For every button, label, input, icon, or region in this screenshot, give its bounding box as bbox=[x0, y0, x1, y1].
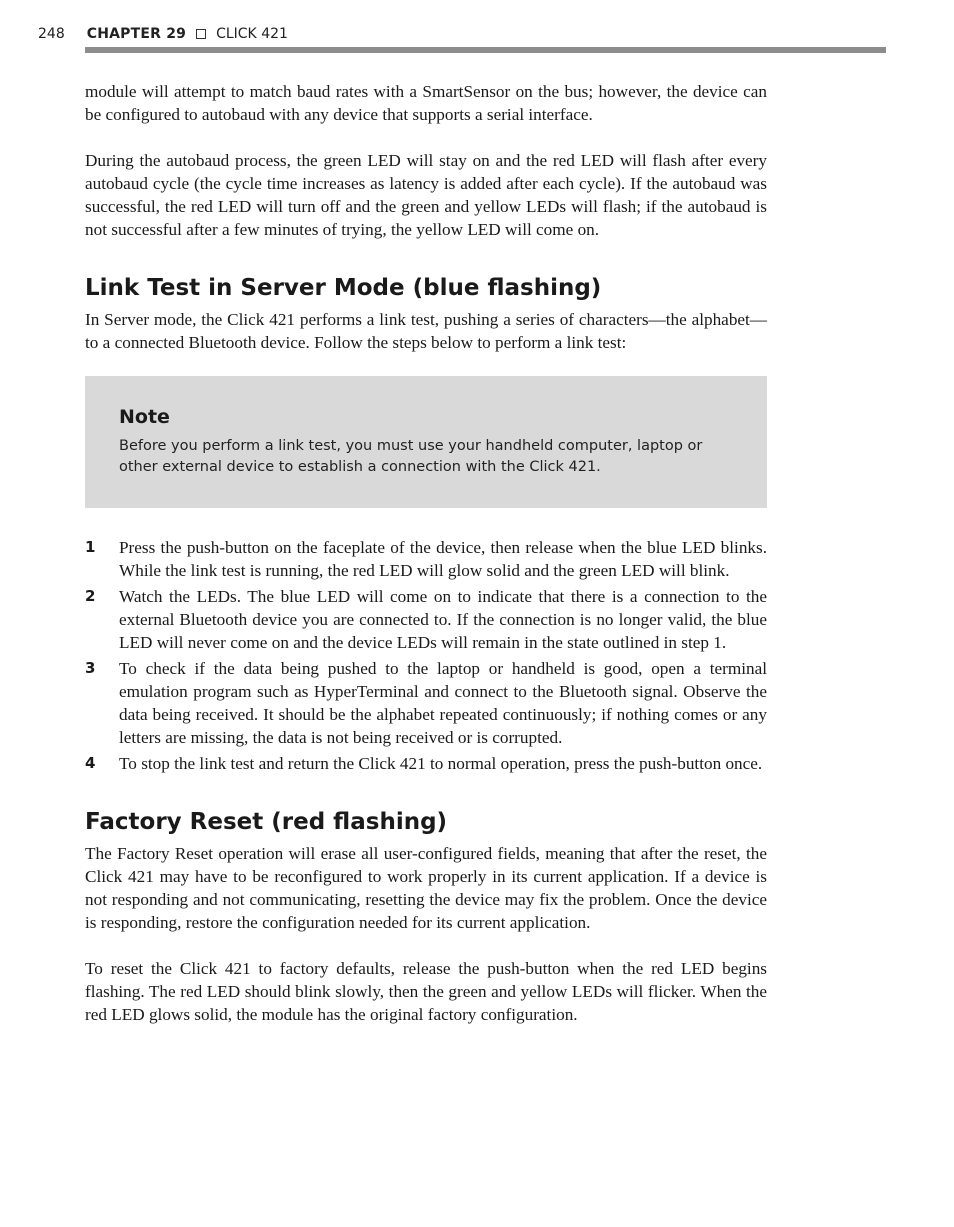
running-header bbox=[38, 26, 288, 42]
step-number: 2 bbox=[85, 587, 96, 605]
page-content bbox=[85, 80, 767, 1026]
note-text: Before you perform a link test, you must use your handheld computer, laptop or other external device to establish a connection with the Click 421. bbox=[119, 438, 703, 475]
note-box bbox=[85, 376, 767, 508]
step-text: Press the push-button on the faceplate of the device, then release when the blue LED blinks. While the link test is running, the red LED will glow solid and the green LED will blink. bbox=[119, 538, 767, 580]
list-item bbox=[85, 536, 767, 582]
factory-reset-paragraph-2: To reset the Click 421 to factory defaults, release the push-button when the red LED begins flashing. The red LED should blink slowly, then the green and yellow LEDs will flicker. When the red LED glows solid, the module has the original factory configuration. bbox=[85, 959, 767, 1024]
header-rule bbox=[85, 47, 886, 53]
step-text: To stop the link test and return the Click 421 to normal operation, press the push-button once. bbox=[119, 754, 763, 773]
chapter-label: CHAPTER 29 bbox=[86, 26, 187, 42]
note-title: Note bbox=[119, 406, 170, 428]
list-item bbox=[85, 752, 767, 775]
list-item bbox=[85, 657, 767, 749]
factory-reset-heading: Factory Reset (red flashing) bbox=[85, 809, 448, 835]
link-test-intro: In Server mode, the Click 421 performs a link test, pushing a series of characters—the alphabet—to a connected Bluetooth device. Follow the steps below to perform a link test: bbox=[85, 310, 767, 352]
page-number: 248 bbox=[38, 26, 65, 42]
link-test-heading: Link Test in Server Mode (blue flashing) bbox=[85, 275, 602, 301]
intro-paragraph-1: module will attempt to match baud rates with a SmartSensor on the bus; however, the device can be configured to autobaud with any device that supports a serial interface. bbox=[85, 82, 767, 124]
step-number: 3 bbox=[85, 659, 96, 677]
step-number: 4 bbox=[85, 754, 96, 772]
step-number: 1 bbox=[85, 538, 96, 556]
chapter-title: CLICK 421 bbox=[216, 26, 288, 42]
separator-box-icon bbox=[196, 29, 206, 39]
link-test-steps bbox=[85, 536, 767, 775]
list-item bbox=[85, 585, 767, 654]
intro-paragraph-2: During the autobaud process, the green LED will stay on and the red LED will flash after every autobaud cycle (the cycle time increases as latency is added after each cycle). If the autobaud was successful, the red LED will turn off and the green and yellow LEDs will flash; if the autobaud is not successful after a few minutes of trying, the yellow LED will come on. bbox=[85, 151, 767, 239]
step-text: Watch the LEDs. The blue LED will come on to indicate that there is a connection to the external Bluetooth device you are connected to. If the connection is no longer valid, the blue LED will never come on and the device LEDs will remain in the state outlined in step 1. bbox=[119, 587, 767, 652]
step-text: To check if the data being pushed to the laptop or handheld is good, open a terminal emulation program such as HyperTerminal and connect to the Bluetooth signal. Observe the data being received. It should be the alphabet repeated continuously; if nothing comes or any letters are missing, the data is not being received or is corrupted. bbox=[119, 659, 767, 747]
factory-reset-paragraph-1: The Factory Reset operation will erase all user-configured fields, meaning that after the reset, the Click 421 may have to be reconfigured to work properly in its current application. If a device is not responding and not communicating, resetting the device may fix the problem. Once the device is responding, restore the configuration needed for its current application. bbox=[85, 844, 767, 932]
